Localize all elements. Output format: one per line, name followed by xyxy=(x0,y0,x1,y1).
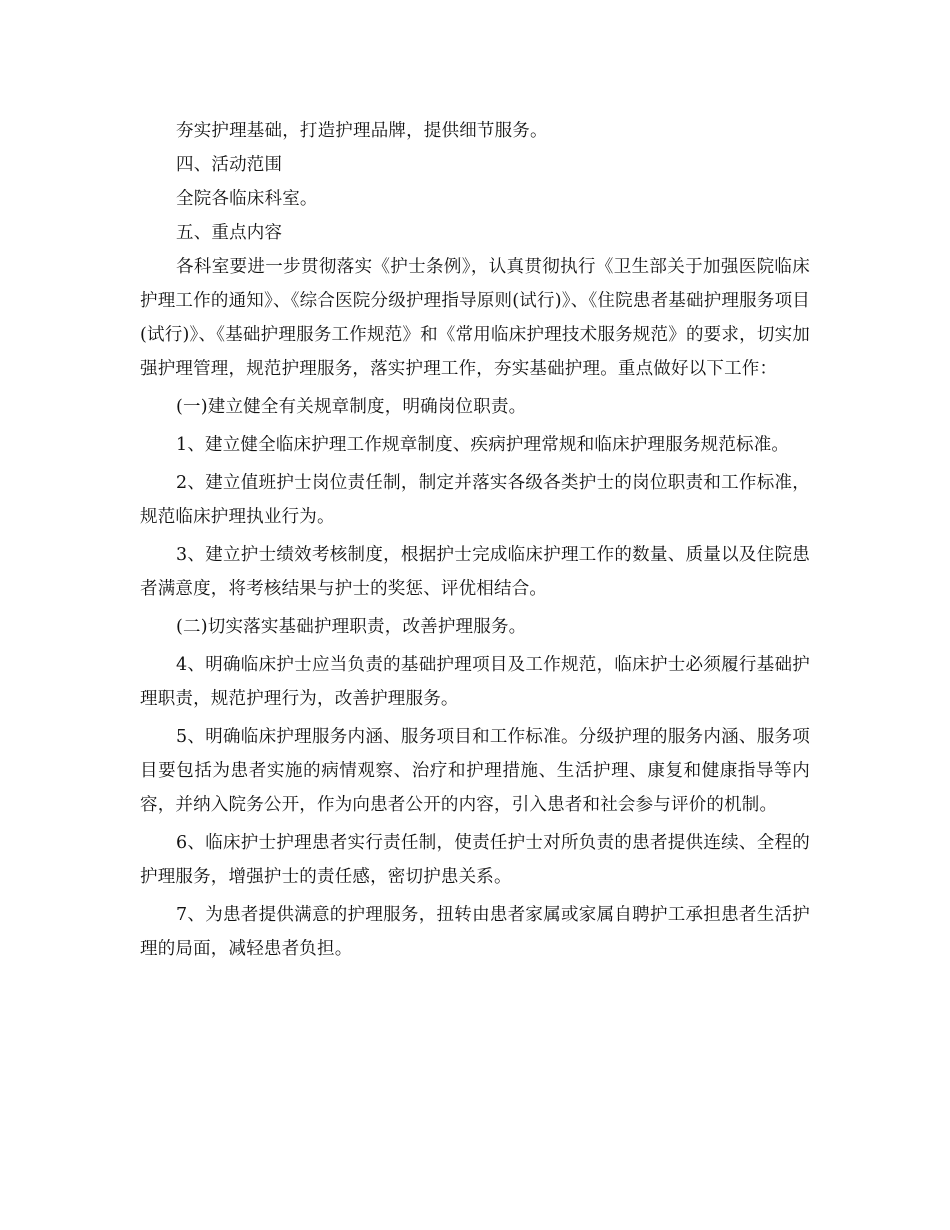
subheading-basic-care: (二)切实落实基础护理职责，改善护理服务。 xyxy=(176,617,527,637)
item-5: 5、明确临床护理服务内涵、服务项目和工作标准。分级护理的服务内涵、服务项目要包括为患者实施的病情观察、治疗和护理措施、生活护理、康复和健康指导等内容，并纳入院务公开，作为向患者公开的内容，引入患者和社会参与评价的机制。 xyxy=(140,727,810,815)
paragraph-scope: 全院各临床科室。 xyxy=(176,189,318,209)
item-6: 6、临床护士护理患者实行责任制，使责任护士对所负责的患者提供连续、全程的护理服务，增强护士的责任感，密切护患关系。 xyxy=(140,833,810,887)
item-2: 2、建立值班护士岗位责任制，制定并落实各级各类护士的岗位职责和工作标准，规范临床护理执业行为。 xyxy=(140,473,810,527)
subheading-rules: (一)建立健全有关规章制度，明确岗位职责。 xyxy=(176,397,527,417)
item-7: 7、为患者提供满意的护理服务，扭转由患者家属或家属自聘护工承担患者生活护理的局面，减轻患者负担。 xyxy=(140,905,810,959)
item-3: 3、建立护士绩效考核制度，根据护士完成临床护理工作的数量、质量以及住院患者满意度，将考核结果与护士的奖惩、评优相结合。 xyxy=(140,545,810,599)
section-heading-key-content: 五、重点内容 xyxy=(176,223,283,243)
paragraph-intro: 夯实护理基础，打造护理品牌，提供细节服务。 xyxy=(176,121,548,141)
document-page xyxy=(140,114,810,966)
item-4: 4、明确临床护士应当负责的基础护理项目及工作规范，临床护士必须履行基础护理职责，规范护理行为，改善护理服务。 xyxy=(140,655,810,709)
section-heading-scope: 四、活动范围 xyxy=(176,155,283,175)
item-1: 1、建立健全临床护理工作规章制度、疾病护理常规和临床护理服务规范标准。 xyxy=(176,435,790,455)
paragraph-key-content: 各科室要进一步贯彻落实《护士条例》，认真贯彻执行《卫生部关于加强医院临床护理工作的通知》、《综合医院分级护理指导原则(试行)》、《住院患者基础护理服务项目(试行)》、《基础护理服务工作规范》和《常用临床护理技术服务规范》的要求，切实加强护理管理，规范护理服务，落实护理工作，夯实基础护理。重点做好以下工作： xyxy=(140,257,810,379)
